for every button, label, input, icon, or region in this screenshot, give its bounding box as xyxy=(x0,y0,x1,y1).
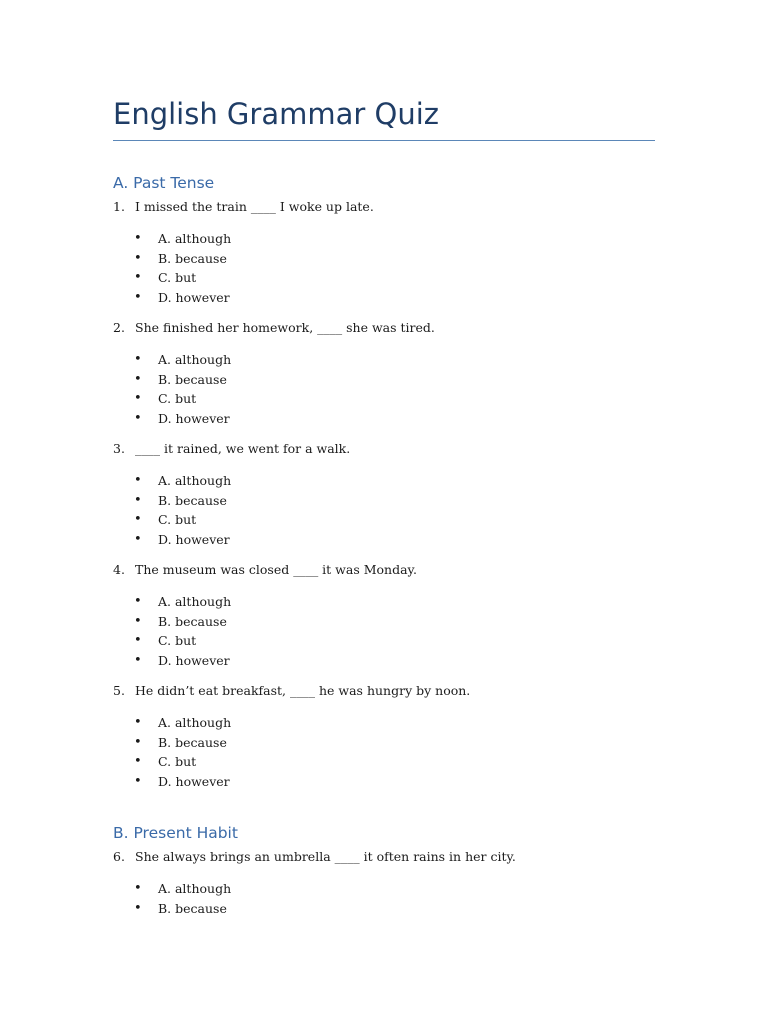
option-item: • C. but xyxy=(113,631,655,651)
option-item: • A. although xyxy=(113,879,655,899)
bullet-icon: • xyxy=(134,410,142,426)
section-heading: B. Present Habit xyxy=(113,824,238,842)
option-item: • B. because xyxy=(113,249,655,269)
bullet-icon: • xyxy=(134,512,142,527)
option-item: • B. because xyxy=(113,612,655,632)
bullet-icon: • xyxy=(134,250,142,266)
question-text: ____ it rained, we went for a walk. xyxy=(135,441,351,456)
question-text: He didn’t eat breakfast, ____ he was hungry by noon. xyxy=(135,683,471,698)
bullet-icon: • xyxy=(134,754,142,769)
option-list xyxy=(113,229,655,307)
bullet-icon: • xyxy=(134,352,142,367)
option-list xyxy=(113,471,655,549)
question-text: She finished her homework, ____ she was tired. xyxy=(135,320,435,335)
document-title: English Grammar Quiz xyxy=(113,96,655,141)
option-item: • B. because xyxy=(113,899,655,919)
option-item: • C. but xyxy=(113,389,655,409)
bullet-icon: • xyxy=(134,613,142,629)
bullet-icon: • xyxy=(134,900,142,916)
option-item: • A. although xyxy=(113,592,655,612)
section-heading: A. Past Tense xyxy=(113,174,215,192)
option-item: • A. although xyxy=(113,350,655,370)
option-list xyxy=(113,713,655,791)
question-number: 1. xyxy=(113,199,125,214)
document-page xyxy=(113,96,655,931)
option-item: • C. but xyxy=(113,752,655,772)
question-6 xyxy=(113,849,655,918)
question-1 xyxy=(113,199,655,307)
bullet-icon: • xyxy=(134,492,142,508)
option-item: • D. however xyxy=(113,530,655,550)
option-item: • C. but xyxy=(113,510,655,530)
option-item: • D. however xyxy=(113,651,655,671)
question-text: She always brings an umbrella ____ it often rains in her city. xyxy=(135,849,516,864)
question-2 xyxy=(113,320,655,428)
question-number: 6. xyxy=(113,849,125,864)
bullet-icon: • xyxy=(134,270,142,285)
question-text: I missed the train ____ I woke up late. xyxy=(135,199,374,214)
question-number: 4. xyxy=(113,562,125,577)
bullet-icon: • xyxy=(134,473,142,488)
question-text: The museum was closed ____ it was Monday. xyxy=(135,562,417,577)
bullet-icon: • xyxy=(134,734,142,750)
bullet-icon: • xyxy=(134,594,142,609)
question-number: 2. xyxy=(113,320,125,335)
option-item: • B. because xyxy=(113,491,655,511)
option-item: • A. although xyxy=(113,713,655,733)
bullet-icon: • xyxy=(134,633,142,648)
option-item: • A. although xyxy=(113,471,655,491)
option-item: • D. however xyxy=(113,288,655,308)
bullet-icon: • xyxy=(134,773,142,789)
bullet-icon: • xyxy=(134,371,142,387)
option-item: • C. but xyxy=(113,268,655,288)
bullet-icon: • xyxy=(134,715,142,730)
question-number: 5. xyxy=(113,683,125,698)
bullet-icon: • xyxy=(134,289,142,305)
bullet-icon: • xyxy=(134,391,142,406)
question-4 xyxy=(113,562,655,670)
option-item: • A. although xyxy=(113,229,655,249)
option-list xyxy=(113,879,655,918)
option-item: • B. because xyxy=(113,733,655,753)
section-past-tense xyxy=(113,173,655,791)
option-item: • D. however xyxy=(113,772,655,792)
bullet-icon: • xyxy=(134,531,142,547)
option-item: • B. because xyxy=(113,370,655,390)
question-5 xyxy=(113,683,655,791)
question-number: 3. xyxy=(113,441,125,456)
bullet-icon: • xyxy=(134,881,142,896)
section-present-habit xyxy=(113,823,655,918)
option-list xyxy=(113,350,655,428)
option-list xyxy=(113,592,655,670)
bullet-icon: • xyxy=(134,231,142,246)
bullet-icon: • xyxy=(134,652,142,668)
option-item: • D. however xyxy=(113,409,655,429)
question-3 xyxy=(113,441,655,549)
